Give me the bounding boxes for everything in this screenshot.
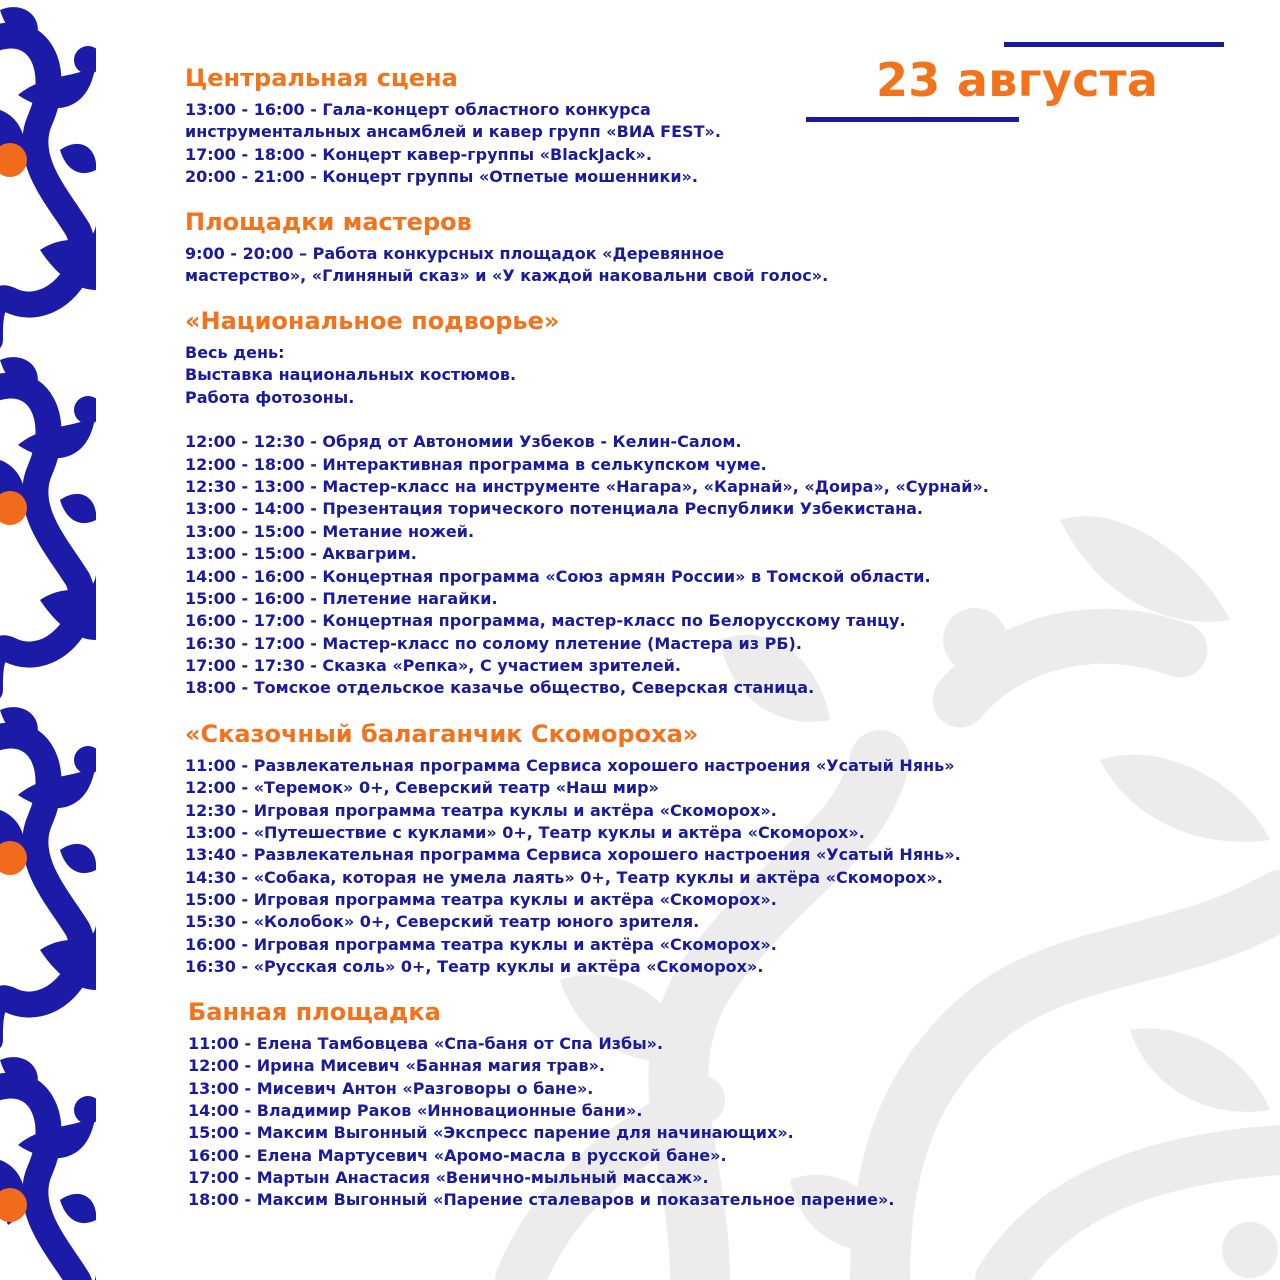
schedule-line: 17:00 - 17:30 - Сказка «Репка», С участием зрителей. (185, 655, 681, 675)
schedule-line: 12:00 - 12:30 - Обряд от Автономии Узбеков - Келин-Салом. (185, 432, 742, 452)
schedule-line: 12:00 - 18:00 - Интерактивная программа в селькупском чуме. (185, 454, 767, 474)
schedule-line: 15:00 - Максим Выгонный «Экспресс парение для начинающих». (188, 1123, 794, 1143)
schedule-line: 13:00 - «Путешествие с куклами» 0+, Театр куклы и актёра «Скоморох». (185, 823, 865, 843)
section-title-fairy-booth: «Сказочный балаганчик Скомороха» (185, 720, 699, 748)
schedule-line: Работа фотозоны. (185, 387, 355, 407)
schedule-line: 17:00 - 18:00 - Концерт кавер-группы «BlackJack». (185, 144, 652, 164)
section-title-national-courtyard: «Национальное подворье» (185, 307, 560, 335)
date-title: 23 августа (876, 53, 1159, 107)
date-decor-line-top (1004, 42, 1224, 47)
schedule-line: 16:30 - «Русская соль» 0+, Театр куклы и актёра «Скоморох». (185, 957, 764, 977)
schedule-line: Весь день: (185, 343, 285, 362)
date-decor-line-bottom (806, 117, 1019, 122)
schedule-line: 13:00 - Мисевич Антон «Разговоры о бане». (188, 1078, 594, 1098)
schedule-line: 18:00 - Томское отдельское казачье общество, Северская станица. (185, 678, 815, 698)
schedule-line: 14:00 - 16:00 - Концертная программа «Союз армян России» в Томской области. (185, 566, 931, 586)
schedule-line: 16:00 - Игровая программа театра куклы и актёра «Скоморох». (185, 934, 777, 954)
section-title-central-stage: Центральная сцена (185, 64, 458, 92)
schedule-line: 18:00 - Максим Выгонный «Парение сталеваров и показательное парение». (188, 1190, 895, 1210)
schedule-line: 12:30 - 13:00 - Мастер-класс на инструменте «Нагара», «Карнай», «Доира», «Сурнай». (185, 477, 989, 497)
schedule-line: 13:00 - 14:00 - Презентация торического потенциала Республики Узбекистана. (185, 499, 924, 519)
schedule-line: 13:40 - Развлекательная программа Сервиса хорошего настроения «Усатый Нянь». (185, 845, 961, 865)
section-title-bath-area: Банная площадка (188, 998, 441, 1026)
schedule-line: мастерство», «Глиняный сказ» и «У каждой наковальни свой голос». (185, 266, 829, 286)
schedule-line: 9:00 - 20:00 – Работа конкурсных площадок «Деревянное (185, 244, 725, 263)
schedule-line: 17:00 - Мартын Анастасия «Веничнo-мыльный массаж». (188, 1168, 709, 1188)
schedule-line: 14:30 - «Собака, которая не умела лаять» 0+, Театр куклы и актёра «Скоморох». (185, 867, 943, 887)
schedule-line: 12:00 - Ирина Мисевич «Банная магия трав». (188, 1056, 605, 1076)
schedule-line: 15:30 - «Колобок» 0+, Северский театр юного зрителя. (185, 912, 700, 932)
schedule-line: 13:00 - 16:00 - Гала-концерт областного конкурса (185, 100, 651, 119)
schedule-line: 14:00 - Владимир Раков «Инновационные бани». (188, 1101, 643, 1121)
schedule-line: 11:00 - Елена Тамбовцева «Спа-баня от Спа Избы». (188, 1034, 664, 1053)
schedule-line: 20:00 - 21:00 - Концерт группы «Отпетые мошенники». (185, 167, 698, 187)
schedule-line: 13:00 - 15:00 - Метание ножей. (185, 521, 475, 541)
schedule-line: инструментальных ансамблей и кавер групп «ВИА FEST». (185, 122, 721, 142)
section-title-masters-areas: Площадки мастеров (185, 208, 472, 236)
schedule-line: 12:00 - «Теремок» 0+, Северский театр «Наш мир» (185, 778, 659, 798)
schedule-line: 15:00 - 16:00 - Плетение нагайки. (185, 588, 498, 608)
schedule-line: 16:00 - Елена Мартусевич «Аромо-масла в русской бане». (188, 1145, 727, 1165)
schedule-line: 12:30 - Игровая программа театра куклы и актёра «Скоморох». (185, 800, 777, 820)
schedule-line: 11:00 - Развлекательная программа Сервиса хорошего настроения «Усатый Нянь» (185, 756, 955, 775)
schedule-line: 16:00 - 17:00 - Концертная программа, мастер-класс по Белорусскому танцу. (185, 611, 906, 631)
schedule-line: 15:00 - Игровая программа театра куклы и актёра «Скоморох». (185, 890, 777, 910)
schedule-line: Выставка национальных костюмов. (185, 365, 517, 385)
schedule-line: 13:00 - 15:00 - Аквагрим. (185, 544, 417, 564)
schedule-line: 16:30 - 17:00 - Мастер-класс по солому плетение (Мастера из РБ). (185, 633, 802, 653)
left-ornament-border (0, 0, 96, 1280)
